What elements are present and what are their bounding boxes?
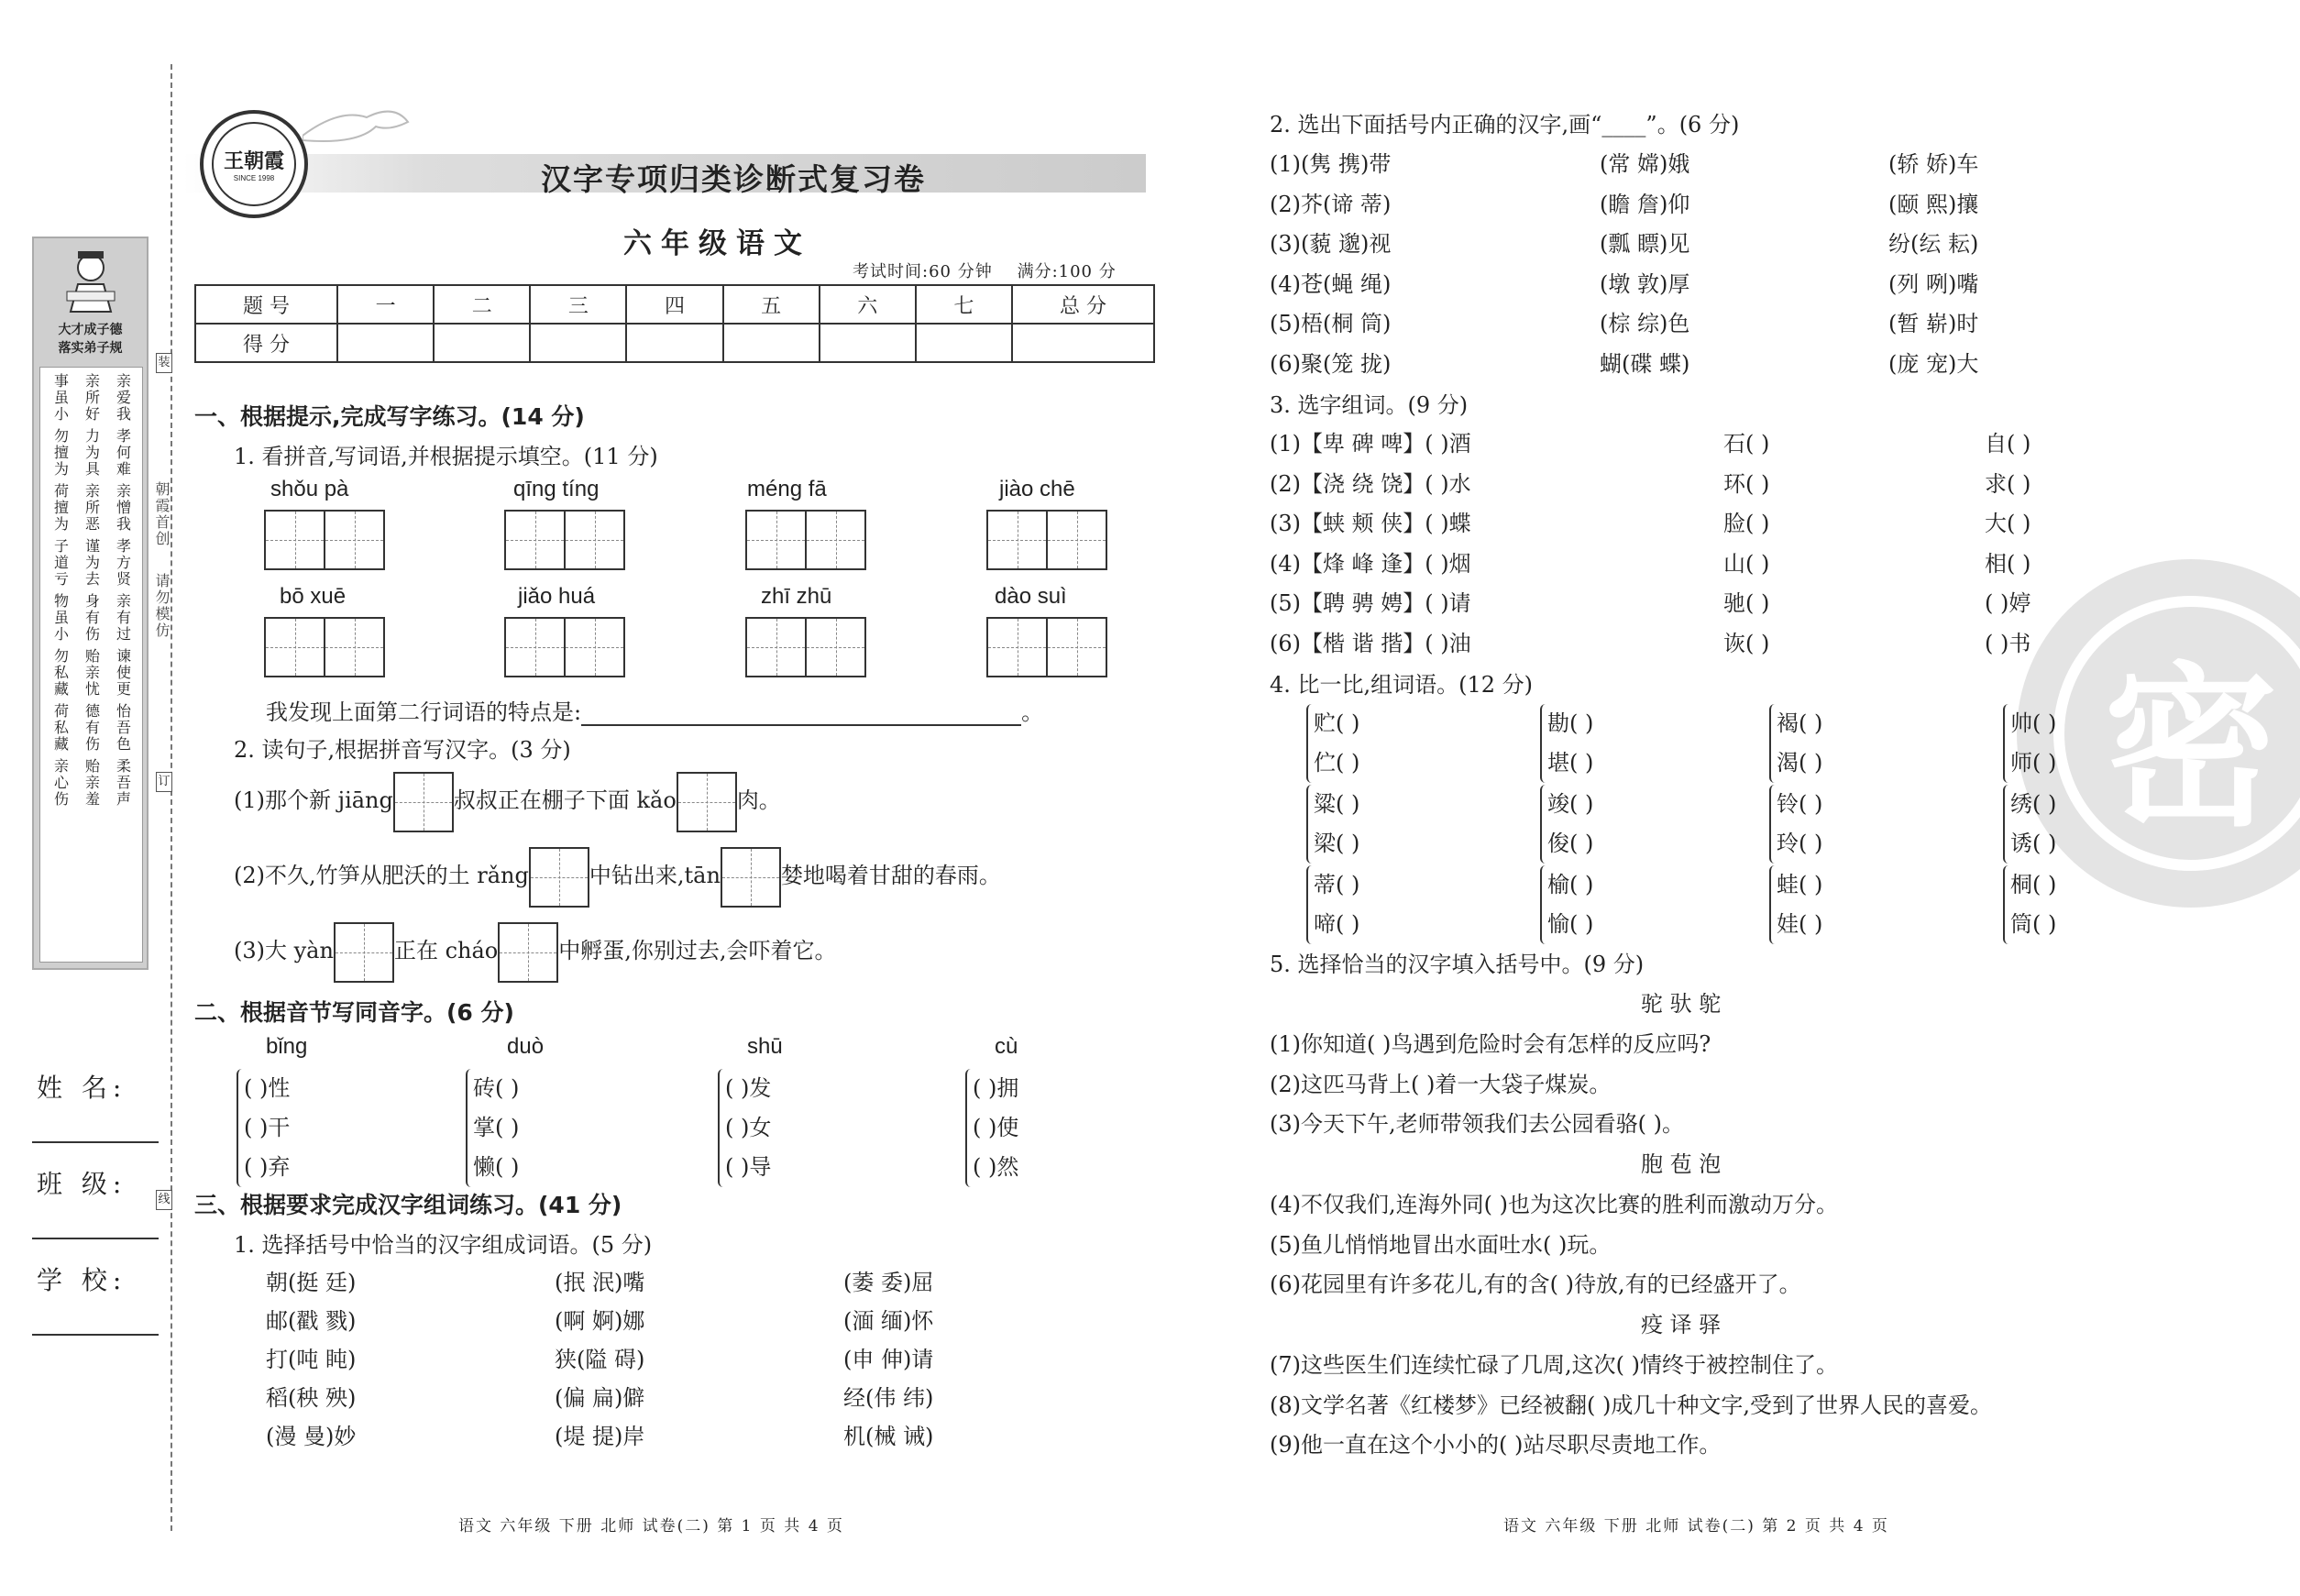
pinyin-label: jiǎo huá bbox=[518, 584, 596, 609]
fill-item[interactable]: (3)【蛱 颊 侠】( )蝶 bbox=[1270, 511, 1471, 536]
compare-item[interactable]: 桐( ) bbox=[2010, 872, 2057, 897]
school-label: 学 校: bbox=[37, 1265, 127, 1295]
sentence-text: 婪地喝着甘甜的春雨。 bbox=[780, 863, 1001, 888]
sentence-text: 中钻出来,tān bbox=[589, 863, 721, 888]
compare-pair bbox=[1769, 704, 1822, 783]
homophone-item[interactable]: ( )导 bbox=[725, 1154, 772, 1180]
pinyin-label: jiào chē bbox=[999, 477, 1075, 501]
homophone-group bbox=[237, 1069, 290, 1187]
choice-item[interactable]: (3)(藐 邈)视 bbox=[1270, 231, 1392, 257]
question-title: 2. 选出下面括号内正确的汉字,画“____”。(6 分) bbox=[1270, 112, 1740, 138]
score-cell[interactable] bbox=[916, 324, 1012, 362]
syllable: cù bbox=[995, 1034, 1018, 1059]
page-title: 汉字专项归类诊断式复习卷 bbox=[541, 161, 926, 197]
page-footer: 语文 六年级 下册 北师 试卷(二) 第 2 页 共 4 页 bbox=[1503, 1517, 1889, 1535]
pinyin-label: qīng tíng bbox=[513, 477, 600, 501]
section-heading: 二、根据音节写同音字。(6 分) bbox=[194, 999, 514, 1026]
question-title: 3. 选字组词。(9 分) bbox=[1270, 392, 1469, 418]
compare-pair bbox=[1306, 785, 1359, 864]
compare-pair bbox=[2003, 704, 2056, 783]
q2-col bbox=[1888, 145, 1978, 384]
verse-col: 事虽小 bbox=[51, 373, 70, 423]
fill-item[interactable]: ( )书 bbox=[1985, 630, 2031, 656]
score-cell[interactable] bbox=[337, 324, 434, 362]
compare-pair bbox=[1769, 785, 1822, 864]
sentence-list bbox=[1270, 1025, 1711, 1145]
q3-col bbox=[1985, 424, 2030, 664]
char-set: 疫 译 驿 bbox=[1641, 1312, 1722, 1337]
fill-sentence[interactable]: (1)你知道( )鸟遇到危险时会有怎样的反应吗? bbox=[1270, 1031, 1711, 1057]
fill-item[interactable]: 环( ) bbox=[1723, 470, 1770, 497]
table-cell: 得 分 bbox=[195, 324, 337, 362]
sentence-text: (1)那个新 jiāng bbox=[234, 787, 393, 813]
score-cell[interactable] bbox=[530, 324, 626, 362]
choice-item[interactable]: 狭(隘 碍) bbox=[555, 1347, 645, 1372]
verse-group bbox=[44, 648, 138, 698]
choice-item[interactable]: (堤 提)岸 bbox=[555, 1424, 645, 1449]
syllable: duò bbox=[507, 1034, 545, 1059]
q3-col bbox=[1270, 424, 1471, 664]
verse-group bbox=[44, 538, 138, 588]
char-set: 胞 苞 泡 bbox=[1641, 1151, 1722, 1177]
choice-item[interactable]: 蝴(碟 蝶) bbox=[1600, 350, 1690, 377]
verse-col: 孝方贤 bbox=[114, 538, 132, 588]
compare-pair bbox=[1540, 785, 1593, 864]
sentence-text: 正在 cháo bbox=[393, 938, 499, 963]
writing-grid[interactable] bbox=[745, 617, 866, 677]
class-field[interactable] bbox=[32, 1238, 159, 1239]
ribbon-icon bbox=[303, 99, 413, 160]
motto-sidebar bbox=[32, 237, 149, 970]
char-box[interactable] bbox=[529, 847, 589, 908]
binding-mark: 线 bbox=[156, 1190, 172, 1210]
verse-col: 身有伤 bbox=[83, 593, 101, 643]
char-set: 驼 驮 鸵 bbox=[1641, 991, 1722, 1017]
homophone-item[interactable]: 懒( ) bbox=[473, 1154, 520, 1180]
pinyin-label: bō xuē bbox=[280, 584, 347, 609]
choice-item[interactable]: 纷(纭 耘) bbox=[1888, 231, 1979, 257]
fill-item[interactable]: (5)【聘 骋 娉】( )请 bbox=[1270, 590, 1471, 616]
choice-item[interactable]: (常 嫦)娥 bbox=[1600, 151, 1690, 177]
exam-time: 考试时间:60 分钟 bbox=[853, 262, 993, 281]
table-cell: 三 bbox=[530, 285, 626, 324]
writing-grid[interactable] bbox=[986, 617, 1107, 677]
choice-item[interactable]: (瓢 瞟)见 bbox=[1600, 231, 1690, 257]
name-field[interactable] bbox=[32, 1141, 159, 1143]
homophone-group bbox=[466, 1069, 519, 1187]
sentence-2 bbox=[234, 845, 1001, 908]
verse-group bbox=[44, 483, 138, 533]
sentence-text: 叔叔正在棚子下面 kǎo bbox=[453, 787, 677, 813]
compare-pair bbox=[2003, 785, 2056, 864]
page-subtitle: 六年级语文 bbox=[623, 227, 811, 260]
secret-seal bbox=[2017, 559, 2300, 908]
fill-sentence[interactable]: (4)不仅我们,连海外同( )也为这次比赛的胜利而激动万分。 bbox=[1270, 1192, 1838, 1217]
table-row bbox=[195, 324, 1154, 362]
choice-col bbox=[843, 1263, 933, 1456]
compare-item[interactable]: 渴( ) bbox=[1777, 750, 1823, 776]
choice-item[interactable]: (列 咧)嘴 bbox=[1888, 270, 1979, 297]
choice-col bbox=[555, 1263, 644, 1456]
fill-sentence[interactable]: (2)这匹马背上( )着一大袋子煤炭。 bbox=[1270, 1071, 1612, 1097]
choice-col bbox=[266, 1263, 356, 1456]
char-box[interactable] bbox=[334, 922, 394, 983]
verse-col: 子道亏 bbox=[51, 538, 70, 588]
compare-item[interactable]: 褐( ) bbox=[1777, 710, 1823, 736]
verse-col: 谨为去 bbox=[83, 538, 101, 588]
q2-col bbox=[1270, 145, 1391, 384]
syllable: bǐng bbox=[266, 1034, 308, 1059]
verse-col: 力为具 bbox=[83, 428, 101, 478]
fill-item[interactable]: 求( ) bbox=[1985, 470, 2031, 497]
homophone-item[interactable]: ( )发 bbox=[725, 1075, 772, 1101]
char-box[interactable] bbox=[498, 922, 558, 983]
writing-grid[interactable] bbox=[264, 510, 385, 570]
fill-item[interactable]: (6)【楷 谐 揩】( )油 bbox=[1270, 630, 1471, 656]
fill-item[interactable]: 大( ) bbox=[1985, 511, 2031, 536]
motto-line-2: 落实弟子规 bbox=[58, 341, 123, 356]
compare-item[interactable]: 堪( ) bbox=[1547, 750, 1594, 776]
syllable: shū bbox=[747, 1034, 783, 1059]
verse-col: 孝何难 bbox=[114, 428, 132, 478]
compare-pair bbox=[1306, 865, 1359, 944]
compare-pair bbox=[1306, 704, 1359, 783]
homophone-item[interactable]: ( )干 bbox=[244, 1115, 291, 1140]
compare-pair bbox=[1540, 704, 1593, 783]
choice-item[interactable]: (轿 娇)车 bbox=[1888, 151, 1979, 177]
q2-col bbox=[1600, 145, 1689, 384]
fill-sentence[interactable]: (6)花园里有许多花儿,有的含( )待放,有的已经盛开了。 bbox=[1270, 1271, 1801, 1297]
choice-item[interactable]: 稻(秧 殃) bbox=[266, 1385, 357, 1411]
name-label: 姓 名: bbox=[37, 1073, 127, 1103]
homophone-item[interactable]: ( )性 bbox=[244, 1075, 291, 1101]
fill-item[interactable]: (2)【浇 绕 饶】( )水 bbox=[1270, 470, 1471, 497]
table-cell: 七 bbox=[916, 285, 1012, 324]
class-label: 班 级: bbox=[37, 1169, 127, 1199]
binding-mark: 订 bbox=[156, 772, 172, 792]
fill-item[interactable]: 石( ) bbox=[1723, 431, 1770, 457]
score-table bbox=[194, 284, 1155, 363]
homophone-item[interactable]: 掌( ) bbox=[473, 1115, 520, 1140]
section-heading: 三、根据要求完成汉字组词练习。(41 分) bbox=[194, 1192, 622, 1218]
sentence-1 bbox=[234, 770, 781, 832]
sidebar-motto bbox=[41, 321, 139, 358]
table-cell: 总 分 bbox=[1012, 285, 1154, 324]
compare-item[interactable]: 铃( ) bbox=[1777, 791, 1823, 817]
sentence-text: 肉。 bbox=[736, 787, 781, 813]
verse-group bbox=[44, 428, 138, 478]
logo-inner bbox=[212, 122, 296, 206]
table-cell: 六 bbox=[820, 285, 916, 324]
writing-grid[interactable] bbox=[745, 510, 866, 570]
score-cell[interactable] bbox=[1012, 324, 1154, 362]
compare-item[interactable]: 伫( ) bbox=[1314, 750, 1360, 776]
sentence-list bbox=[1270, 1346, 1992, 1466]
verse-group bbox=[44, 703, 138, 753]
pinyin-label: zhī zhū bbox=[761, 584, 832, 609]
choice-item[interactable]: (湎 缅)怀 bbox=[843, 1308, 934, 1334]
sentence-text: 中孵蛋,你别过去,会吓着它。 bbox=[558, 938, 837, 963]
choice-item[interactable]: (啊 婀)娜 bbox=[555, 1308, 645, 1334]
compare-item[interactable]: 绣( ) bbox=[2010, 791, 2057, 817]
brand-logo bbox=[200, 110, 308, 218]
verse-col: 亲爱我 bbox=[114, 373, 132, 423]
homophone-item[interactable]: ( )拥 bbox=[973, 1075, 1019, 1101]
verse-col: 德有伤 bbox=[83, 703, 101, 753]
choice-item[interactable]: (墩 敦)厚 bbox=[1600, 270, 1690, 297]
compare-item[interactable]: 俊( ) bbox=[1547, 831, 1594, 856]
homophone-item[interactable]: ( )使 bbox=[973, 1115, 1019, 1140]
full-score: 满分:100 分 bbox=[1017, 262, 1117, 281]
fill-item[interactable]: (4)【烽 峰 逢】( )烟 bbox=[1270, 550, 1471, 577]
verse-col: 怡吾色 bbox=[114, 703, 132, 753]
verse-col: 柔吾声 bbox=[114, 758, 132, 808]
writing-grid[interactable] bbox=[264, 617, 385, 677]
verse-group bbox=[44, 593, 138, 643]
compare-item[interactable]: 蒂( ) bbox=[1314, 872, 1360, 897]
fill-item[interactable]: 相( ) bbox=[1985, 550, 2031, 577]
compare-item[interactable]: 竣( ) bbox=[1547, 791, 1594, 817]
verse-col: 勿私藏 bbox=[51, 648, 70, 698]
score-cell[interactable] bbox=[723, 324, 820, 362]
choice-item[interactable]: (瞻 詹)仰 bbox=[1600, 191, 1690, 217]
fill-item[interactable]: 诙( ) bbox=[1723, 630, 1770, 656]
school-field[interactable] bbox=[32, 1334, 159, 1336]
choice-item[interactable]: (5)梧(桐 筒) bbox=[1270, 311, 1392, 336]
compare-item[interactable]: 师( ) bbox=[2010, 750, 2057, 776]
pinyin-label: méng fā bbox=[747, 477, 827, 501]
fill-sentence[interactable]: (7)这些医生们连续忙碌了几周,这次( )情终于被控制住了。 bbox=[1270, 1352, 1838, 1378]
writing-grid[interactable] bbox=[504, 617, 625, 677]
choice-item[interactable]: 朝(挺 廷) bbox=[266, 1270, 357, 1295]
homophone-group bbox=[718, 1069, 771, 1187]
fill-item[interactable]: 驰( ) bbox=[1723, 590, 1770, 616]
compare-item[interactable]: 贮( ) bbox=[1314, 710, 1360, 736]
choice-item[interactable]: (颐 熙)攘 bbox=[1888, 191, 1979, 217]
logo-text: 王朝霞 bbox=[223, 149, 284, 173]
verse-col: 亲有过 bbox=[114, 593, 132, 643]
fill-item[interactable]: 山( ) bbox=[1723, 550, 1770, 577]
choice-item[interactable]: (抿 泯)嘴 bbox=[555, 1270, 645, 1295]
verse-col: 物虽小 bbox=[51, 593, 70, 643]
choice-item[interactable]: (漫 曼)妙 bbox=[266, 1424, 357, 1449]
choice-item[interactable]: (2)芥(谛 蒂) bbox=[1270, 191, 1392, 217]
choice-item[interactable]: 邮(戳 戮) bbox=[266, 1308, 357, 1334]
table-cell: 题 号 bbox=[195, 285, 337, 324]
choice-item[interactable]: (棕 综)色 bbox=[1600, 311, 1690, 336]
fill-sentence[interactable]: (5)鱼儿悄悄地冒出水面吐水( )玩。 bbox=[1270, 1231, 1612, 1258]
score-cell[interactable] bbox=[626, 324, 722, 362]
verse-col: 荷擅为 bbox=[51, 483, 70, 533]
discover-end: 。 bbox=[1021, 699, 1044, 725]
choice-item[interactable]: 打(吨 盹) bbox=[266, 1347, 357, 1372]
fill-sentence[interactable]: (8)文学名著《红楼梦》已经被翻( )成几十种文字,受到了世界人民的喜爱。 bbox=[1270, 1392, 1992, 1418]
compare-pair bbox=[1540, 865, 1593, 944]
logo-subtext: SINCE 1998 bbox=[233, 174, 275, 182]
choice-item[interactable]: 经(伟 纬) bbox=[843, 1385, 934, 1411]
table-cell: 四 bbox=[626, 285, 722, 324]
question-title: 2. 读句子,根据拼音写汉字。(3 分) bbox=[234, 737, 571, 763]
table-cell: 二 bbox=[434, 285, 530, 324]
table-cell: 一 bbox=[337, 285, 434, 324]
compare-item[interactable]: 榆( ) bbox=[1547, 872, 1594, 897]
homophone-item[interactable]: ( )弃 bbox=[244, 1154, 291, 1180]
verse-col: 荷私藏 bbox=[51, 703, 70, 753]
compare-item[interactable]: 诱( ) bbox=[2010, 831, 2057, 856]
motto-line-1: 大才成子德 bbox=[58, 323, 123, 337]
fill-item[interactable]: 自( ) bbox=[1985, 431, 2031, 457]
sentence-text: (2)不久,竹笋从肥沃的土 rǎng bbox=[234, 863, 529, 888]
verse-col: 贻亲羞 bbox=[83, 758, 101, 808]
score-cell[interactable] bbox=[820, 324, 916, 362]
homophone-item[interactable]: ( )女 bbox=[725, 1115, 772, 1140]
fill-sentence[interactable]: (9)他一直在这个小小的( )站尽职尽责地工作。 bbox=[1270, 1432, 1722, 1458]
question-title: 4. 比一比,组词语。(12 分) bbox=[1270, 672, 1534, 698]
compare-item[interactable]: 帅( ) bbox=[2010, 710, 2057, 736]
compare-item[interactable]: 啼( ) bbox=[1314, 911, 1360, 937]
choice-item[interactable]: (偏 扁)僻 bbox=[555, 1385, 645, 1411]
seal-text: 密 bbox=[2053, 596, 2300, 871]
char-box[interactable] bbox=[677, 772, 737, 832]
compare-item[interactable]: 梁( ) bbox=[1314, 831, 1360, 856]
discover-prompt bbox=[266, 694, 1043, 726]
writing-grid[interactable] bbox=[986, 510, 1107, 570]
score-cell[interactable] bbox=[434, 324, 530, 362]
verse-col: 勿擅为 bbox=[51, 428, 70, 478]
verse-group bbox=[44, 373, 138, 423]
answer-line[interactable] bbox=[581, 706, 1021, 726]
table-cell: 五 bbox=[723, 285, 820, 324]
fill-item[interactable]: 脸( ) bbox=[1723, 511, 1770, 536]
verse-col: 亲心伤 bbox=[51, 758, 70, 808]
binding-line bbox=[171, 64, 172, 1531]
choice-item[interactable]: (1)(隽 携)带 bbox=[1270, 151, 1392, 177]
char-box[interactable] bbox=[393, 772, 454, 832]
table-row bbox=[195, 285, 1154, 324]
compare-item[interactable]: 玲( ) bbox=[1777, 831, 1823, 856]
scholar-icon bbox=[61, 248, 120, 314]
verse-col: 亲所恶 bbox=[83, 483, 101, 533]
sentence-text: (3)大 yàn bbox=[234, 938, 334, 963]
choice-item[interactable]: (萎 委)屈 bbox=[843, 1270, 934, 1295]
compare-item[interactable]: 筒( ) bbox=[2010, 911, 2057, 937]
compare-item[interactable]: 蛙( ) bbox=[1777, 872, 1823, 897]
question-title: 1. 看拼音,写词语,并根据提示填空。(11 分) bbox=[234, 444, 658, 469]
verse-col: 谏使更 bbox=[114, 648, 132, 698]
exam-info bbox=[853, 259, 1117, 282]
binding-mark: 装 bbox=[156, 353, 172, 373]
writing-grid[interactable] bbox=[504, 510, 625, 570]
choice-item[interactable]: (申 伸)请 bbox=[843, 1347, 934, 1372]
homophone-group bbox=[965, 1069, 1018, 1187]
fold-text-2: 请勿模仿 bbox=[153, 573, 171, 639]
question-title: 5. 选择恰当的汉字填入括号中。(9 分) bbox=[1270, 952, 1645, 977]
choice-item[interactable]: (6)聚(笼 拢) bbox=[1270, 350, 1392, 377]
sentence-3 bbox=[234, 920, 837, 983]
pinyin-label: shǒu pà bbox=[270, 477, 349, 501]
fold-text-1: 朝霞首创 bbox=[153, 481, 171, 547]
homophone-item[interactable]: ( )然 bbox=[973, 1154, 1019, 1180]
q3-col bbox=[1723, 424, 1769, 664]
fill-item[interactable]: (1)【卑 碑 啤】( )酒 bbox=[1270, 431, 1471, 457]
pinyin-label: dào suì bbox=[995, 584, 1067, 609]
verse-col: 贻亲忧 bbox=[83, 648, 101, 698]
compare-pair bbox=[2003, 865, 2056, 944]
compare-item[interactable]: 勘( ) bbox=[1547, 710, 1594, 736]
section-heading: 一、根据提示,完成写字练习。(14 分) bbox=[194, 403, 585, 430]
verse-col: 亲憎我 bbox=[114, 483, 132, 533]
choice-item[interactable]: (庞 宠)大 bbox=[1888, 350, 1979, 377]
choice-item[interactable]: (暂 崭)时 bbox=[1888, 311, 1979, 336]
verse-col: 亲所好 bbox=[83, 373, 101, 423]
sidebar-verses bbox=[39, 367, 143, 963]
choice-item[interactable]: (4)苍(蝇 绳) bbox=[1270, 270, 1392, 297]
page-footer: 语文 六年级 下册 北师 试卷(二) 第 1 页 共 4 页 bbox=[458, 1517, 844, 1535]
fill-item[interactable]: ( )婷 bbox=[1985, 590, 2031, 616]
compare-item[interactable]: 愉( ) bbox=[1547, 911, 1594, 937]
choice-item[interactable]: 机(械 诫) bbox=[843, 1424, 934, 1449]
sentence-list bbox=[1270, 1185, 1838, 1305]
verse-group bbox=[44, 758, 138, 808]
fill-sentence[interactable]: (3)今天下午,老师带领我们去公园看骆( )。 bbox=[1270, 1111, 1684, 1137]
compare-pair bbox=[1769, 865, 1822, 944]
char-box[interactable] bbox=[721, 847, 781, 908]
question-title: 1. 选择括号中恰当的汉字组成词语。(5 分) bbox=[234, 1232, 653, 1258]
compare-item[interactable]: 娃( ) bbox=[1777, 911, 1823, 937]
homophone-item[interactable]: 砖( ) bbox=[473, 1075, 520, 1101]
compare-item[interactable]: 粱( ) bbox=[1314, 791, 1360, 817]
discover-text: 我发现上面第二行词语的特点是: bbox=[266, 699, 582, 725]
